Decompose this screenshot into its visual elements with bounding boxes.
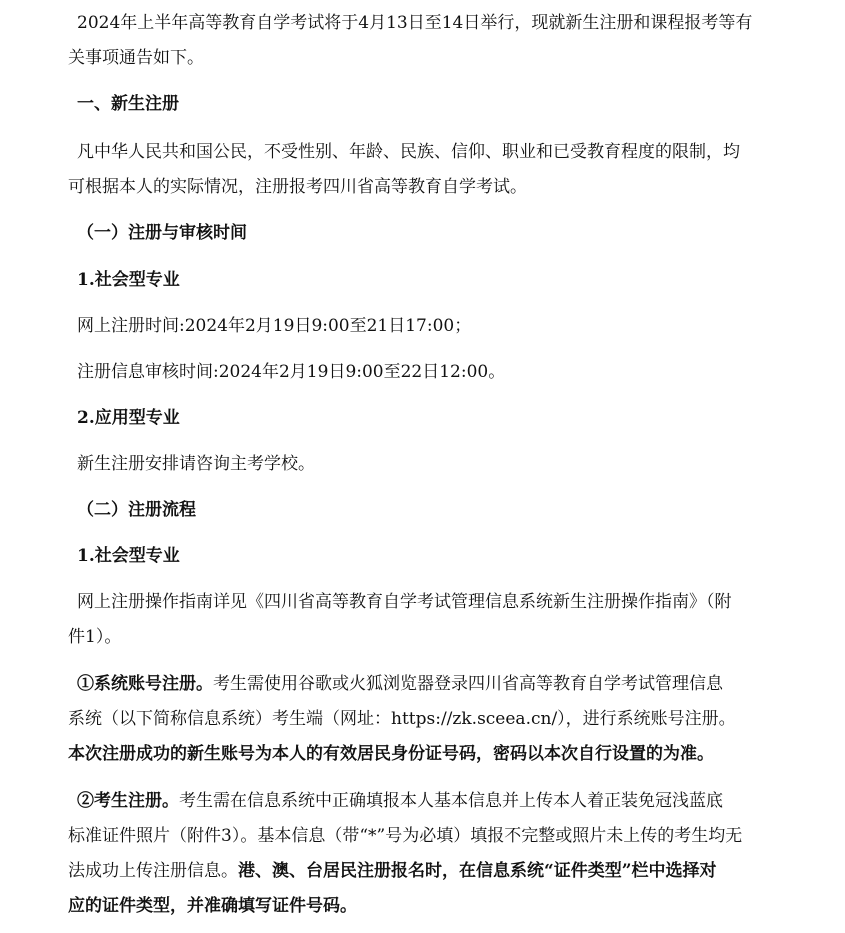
online-registration-time: 网上注册时间:2024年2月19日9:00至21日17:00； (77, 316, 472, 336)
intro-line-2: 关事项通告如下。 (68, 48, 204, 68)
step2-text: 考生需在信息系统中正确填报本人基本信息并上传本人着正装免冠浅蓝底 (179, 791, 723, 811)
step1-heading: ①系统账号注册。 (77, 674, 213, 694)
heading-social-major: 1.社会型专业 (77, 270, 180, 290)
applied-major-note: 新生注册安排请咨询主考学校。 (77, 454, 315, 474)
step2-emphasis-a: 港、澳、台居民注册报名时，在信息系统“证件类型”栏中选择对 (238, 861, 717, 881)
eligibility-line-1: 凡中华人民共和国公民，不受性别、年龄、民族、信仰、职业和已受教育程度的限制，均 (77, 142, 740, 162)
step2-emphasis-b: 应的证件类型，并准确填写证件号码。 (68, 896, 357, 916)
review-time: 注册信息审核时间:2024年2月19日9:00至22日12:00。 (77, 362, 506, 382)
step2-heading: ②考生注册。 (77, 791, 179, 811)
system-url-link[interactable]: https://zk.sceea.cn/ (391, 709, 558, 729)
section-heading-new-student-registration: 一、新生注册 (77, 94, 179, 114)
step1-line-1 (77, 672, 845, 696)
step2-line-2: 标准证件照片（附件3）。基本信息（带“*”号为必填）填报不完整或照片未上传的考生均无 (68, 826, 743, 846)
guide-line-2: 件1）。 (68, 627, 122, 647)
heading-social-major-process: 1.社会型专业 (77, 546, 180, 566)
intro-line-1: 2024年上半年高等教育自学考试将于4月13日至14日举行，现就新生注册和课程报考等有 (77, 13, 753, 33)
step1-emphasis: 本次注册成功的新生账号为本人的有效居民身份证号码，密码以本次自行设置的为准。 (68, 744, 714, 764)
guide-line-1: 网上注册操作指南详见《四川省高等教育自学考试管理信息系统新生注册操作指南》（附 (77, 592, 732, 612)
subheading-registration-review-time: （一）注册与审核时间 (77, 223, 247, 243)
subheading-registration-process: （二）注册流程 (77, 500, 196, 520)
heading-applied-major: 2.应用型专业 (77, 408, 180, 428)
step1-text-b: ），进行系统账号注册。 (557, 709, 736, 729)
step1-line-2 (68, 707, 845, 731)
step2-text-a: 法成功上传注册信息。 (68, 861, 238, 881)
step2-line-3 (68, 859, 845, 883)
step1-text: 考生需使用谷歌或火狐浏览器登录四川省高等教育自学考试管理信息 (213, 674, 723, 694)
eligibility-line-2: 可根据本人的实际情况，注册报考四川省高等教育自学考试。 (68, 177, 527, 197)
step1-text-a: 系统（以下简称信息系统）考生端（网址： (68, 709, 391, 729)
step2-line-1 (77, 789, 845, 813)
